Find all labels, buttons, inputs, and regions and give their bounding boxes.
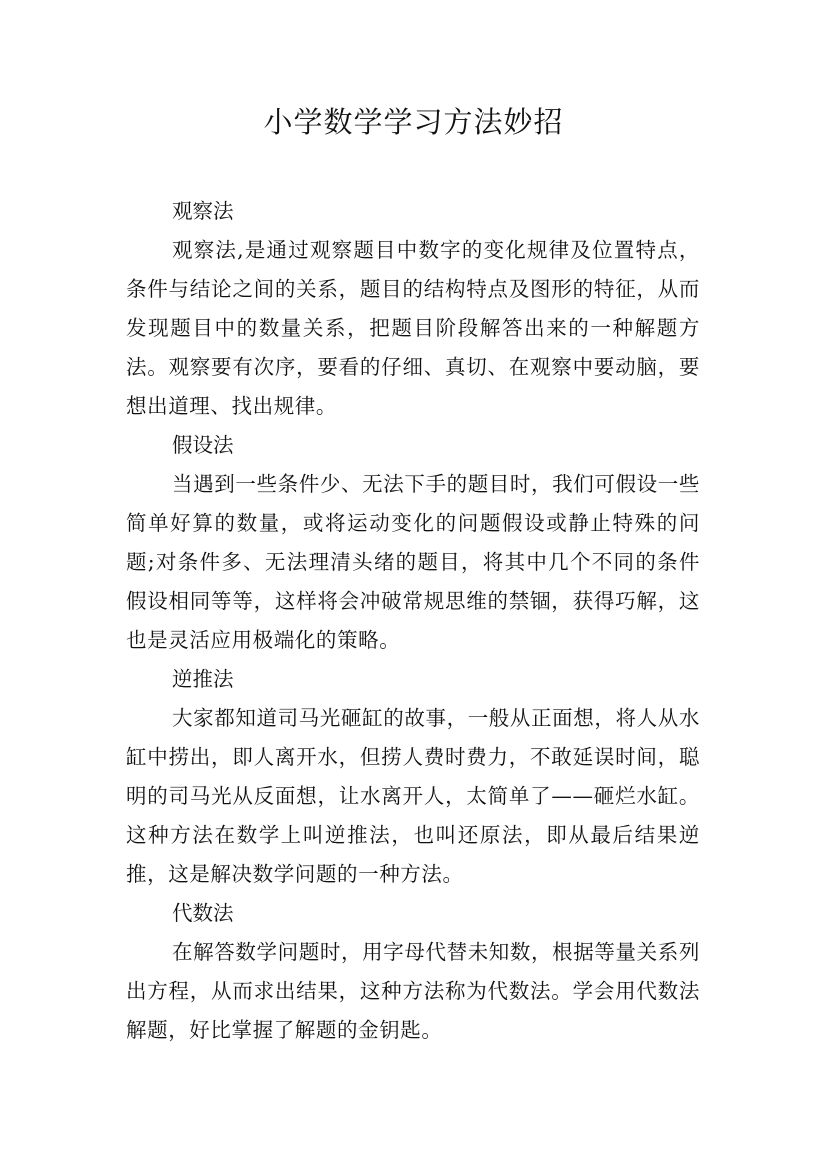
section-paragraph-algebra: 在解答数学问题时，用字母代替未知数，根据等量关系列出方程，从而求出结果，这种方法称为代数法。学会用代数法解题，好比掌握了解题的金钥匙。	[126, 940, 700, 1042]
section-paragraph-assumption: 当遇到一些条件少、无法下手的题目时，我们可假设一些简单好算的数量，或将运动变化的问题假设或静止特殊的问题;对条件多、无法理清头绪的题目，将其中几个不同的条件假设相同等等，这样将会冲破常规思维的禁锢，获得巧解，这也是灵活应用极端化的策略。	[126, 472, 700, 652]
section-heading-algebra: 代数法	[172, 901, 234, 925]
section-paragraph-observation: 观察法,是通过观察题目中数字的变化规律及位置特点，条件与结论之间的关系，题目的结构特点及图形的特征，从而发现题目中的数量关系，把题目阶段解答出来的一种解题方法。观察要有次序，要看的仔细、真切、在观察中要动脑，要想出道理、找出规律。	[126, 238, 700, 418]
section-paragraph-backward-reasoning: 大家都知道司马光砸缸的故事，一般从正面想，将人从水缸中捞出，即人离开水，但捞人费时费力，不敢延误时间，聪明的司马光从反面想，让水离开人，太简单了——砸烂水缸。这种方法在数学上叫逆推法，也叫还原法，即从最后结果逆推，这是解决数学问题的一种方法。	[126, 706, 700, 886]
section-heading-backward-reasoning: 逆推法	[172, 667, 234, 691]
page-title: 小学数学学习方法妙招	[263, 105, 564, 139]
section-heading-assumption: 假设法	[172, 433, 234, 457]
section-heading-observation: 观察法	[172, 199, 234, 223]
document-body	[126, 192, 700, 1050]
